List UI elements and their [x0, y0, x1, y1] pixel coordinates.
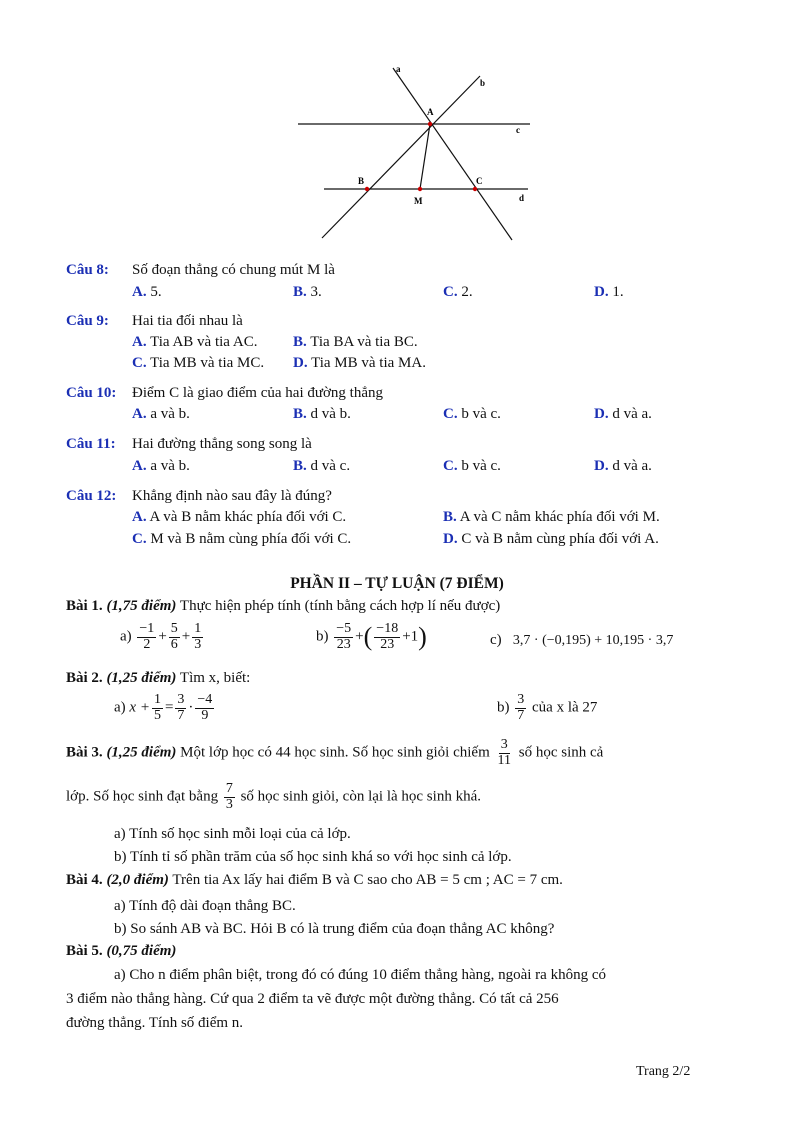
bai1-c: c) 3,7 · (−0,195) + 10,195 · 3,7 — [490, 632, 674, 648]
bai1-b: b) $\frac{-5}{23}$ +( $\frac{-18}{23}$ +1) — [316, 621, 427, 652]
option-c[interactable]: C. Tia MB và tia MC. — [132, 355, 265, 371]
bai3-b: b) Tính tỉ số phần trăm của số học sinh khá so với học sinh cả lớp. — [114, 849, 512, 865]
label-c: c — [516, 125, 520, 135]
label-b: b — [480, 78, 486, 88]
geometry-figure — [290, 58, 550, 250]
label-A: A — [427, 107, 434, 117]
option-b[interactable]: B. 3. — [293, 284, 322, 300]
option-d[interactable]: D. C và B nằm cùng phía đối với A. — [443, 531, 659, 547]
label-C: C — [476, 176, 483, 186]
option-b[interactable]: B. d và b. — [293, 406, 351, 422]
page-number: Trang 2/2 — [636, 1064, 691, 1079]
question-number: Câu 9: — [66, 313, 109, 329]
option-a[interactable]: A. 5. — [132, 284, 162, 300]
bai3-a: a) Tính số học sinh mỗi loại của cả lớp. — [114, 826, 351, 842]
bai4-heading: Bài 4. (2,0 điểm) Trên tia Ax lấy hai điểm B và C sao cho AB = 5 cm ; AC = 7 cm. — [66, 872, 563, 888]
question-number: Câu 12: — [66, 488, 117, 504]
option-d[interactable]: D. Tia MB và tia MA. — [293, 355, 426, 371]
bai2-heading: Bài 2. (1,25 điểm) Tìm x, biết: — [66, 670, 251, 686]
bai5-line1: a) Cho n điểm phân biệt, trong đó có đúng 10 điểm thẳng hàng, ngoài ra không có — [114, 967, 606, 983]
option-d[interactable]: D. 1. — [594, 284, 624, 300]
option-b[interactable]: B. A và C nằm khác phía đối với M. — [443, 509, 660, 525]
question-stem: Điểm C là giao điểm của hai đường thẳng — [132, 385, 384, 401]
bai4-a: a) Tính độ dài đoạn thẳng BC. — [114, 898, 296, 914]
bai3-line1: Bài 3. (1,25 điểm) Một lớp học có 44 học sinh. Số học sinh giỏi chiếm $\frac{3}{11}$ số học sinh cả — [66, 737, 604, 768]
bai1-a: a) $\frac{-1}{2}$ + $\frac{5}{6}$ + $\frac{1}{3}$ — [120, 621, 202, 652]
label-d: d — [519, 193, 525, 203]
question-number: Câu 11: — [66, 436, 116, 452]
option-a[interactable]: A. a và b. — [132, 406, 190, 422]
bai5-line3: đường thẳng. Tính số điểm n. — [66, 1015, 244, 1031]
question-stem: Hai đường thẳng song song là — [132, 436, 312, 452]
option-b[interactable]: B. Tia BA và tia BC. — [293, 334, 418, 350]
option-a[interactable]: A. a và b. — [132, 458, 190, 474]
bai1-heading: Bài 1. (1,75 điểm) Thực hiện phép tính (tính bằng cách hợp lí nếu được) — [66, 598, 501, 614]
label-B: B — [358, 176, 365, 186]
question-stem: Số đoạn thẳng có chung mút M là — [132, 262, 335, 278]
bai3-line2: lớp. Số học sinh đạt bằng $\frac{7}{3}$ số học sinh giỏi, còn lại là học sinh khá. — [66, 781, 481, 812]
bai5-heading: Bài 5. (0,75 điểm) — [66, 943, 177, 959]
option-c[interactable]: C. b và c. — [443, 406, 501, 422]
option-c[interactable]: C. M và B nằm cùng phía đối với C. — [132, 531, 352, 547]
option-d[interactable]: D. d và a. — [594, 406, 652, 422]
bai2-b: b) $\frac{3}{7}$ của x là 27 — [497, 692, 598, 723]
option-c[interactable]: C. 2. — [443, 284, 473, 300]
option-a[interactable]: A. A và B nằm khác phía đối với C. — [132, 509, 347, 525]
bai5-line2: 3 điểm nào thẳng hàng. Cứ qua 2 điểm ta vẽ được một đường thẳng. Có tất cả 256 — [66, 991, 559, 1007]
option-c[interactable]: C. b và c. — [443, 458, 501, 474]
question-stem: Khẳng định nào sau đây là đúng? — [132, 488, 332, 504]
option-d[interactable]: D. d và a. — [594, 458, 652, 474]
option-b[interactable]: B. d và c. — [293, 458, 351, 474]
question-number: Câu 8: — [66, 262, 109, 278]
question-number: Câu 10: — [66, 385, 117, 401]
option-a[interactable]: A. Tia AB và tia AC. — [132, 334, 258, 350]
bai4-b: b) So sánh AB và BC. Hỏi B có là trung điểm của đoạn thẳng AC không? — [114, 921, 555, 937]
bai2-a: a) x + $\frac{1}{5}$ = $\frac{3}{7}$ · $\frac{-4}{9}$ — [114, 692, 213, 723]
label-a: a — [396, 64, 401, 74]
part2-title: PHẦN II – TỰ LUẬN (7 ĐIỂM) — [290, 575, 504, 592]
question-stem: Hai tia đối nhau là — [132, 313, 243, 329]
label-M: M — [414, 196, 423, 206]
